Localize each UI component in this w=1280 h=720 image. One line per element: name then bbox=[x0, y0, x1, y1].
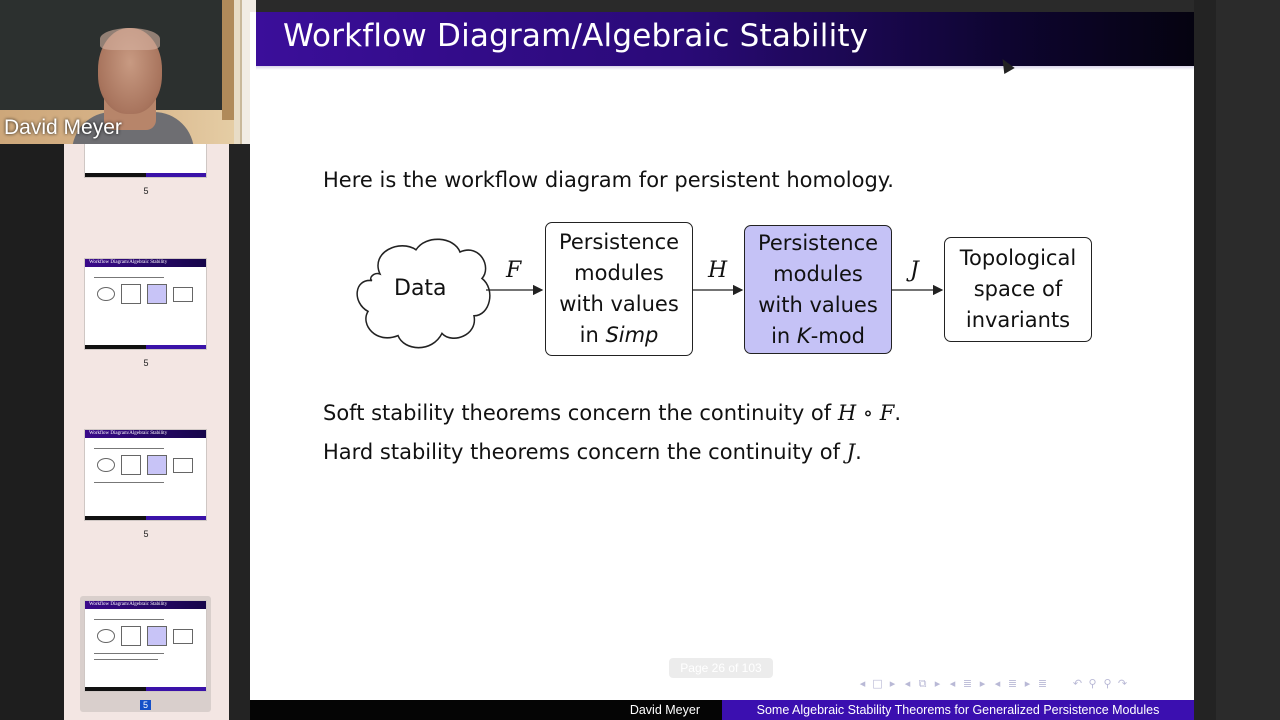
slide-thumbnail[interactable] bbox=[84, 429, 208, 539]
thumbnail-number: 5 bbox=[143, 529, 149, 539]
participant-name: David Meyer bbox=[4, 116, 122, 139]
thumbnail-title: Workflow Diagram/Algebraic Stability bbox=[85, 430, 206, 438]
nav-subsection-forward-icon[interactable]: ▸ bbox=[934, 677, 941, 690]
nav-redo-icon[interactable]: ↷ bbox=[1117, 677, 1128, 690]
thumbnail-number: 5 bbox=[143, 186, 149, 196]
nav-section-forward-icon[interactable]: ▸ bbox=[979, 677, 986, 690]
thumbnail-number: 5 bbox=[143, 358, 149, 368]
persistence-simp-box: Persistence modules with values in Simp bbox=[545, 222, 693, 356]
arrow-j-label: J bbox=[910, 258, 919, 283]
footer-author: David Meyer bbox=[629, 703, 700, 717]
slide-intro-text: Here is the workflow diagram for persistent homology. bbox=[323, 168, 894, 192]
arrow-f-label: F bbox=[506, 258, 522, 283]
hard-stability-text: Hard stability theorems concern the continuity of J. bbox=[323, 440, 862, 464]
nav-search-icon[interactable]: ⚲ bbox=[1088, 677, 1097, 690]
nav-part-forward-icon[interactable]: ▸ bbox=[1024, 677, 1031, 690]
workflow-diagram bbox=[350, 220, 1100, 360]
thumbnail-number: 5 bbox=[80, 700, 211, 710]
nav-zoom-icon[interactable]: ⚲ bbox=[1103, 677, 1112, 690]
nav-undo-icon[interactable]: ↶ bbox=[1072, 677, 1083, 690]
slide-thumbnail[interactable] bbox=[84, 258, 208, 368]
nav-section-icon[interactable]: ≣ bbox=[962, 677, 973, 690]
nav-toc-icon[interactable]: ≣ bbox=[1037, 677, 1048, 690]
nav-part-icon[interactable]: ≣ bbox=[1007, 677, 1018, 690]
slide-canvas bbox=[250, 12, 1194, 720]
slide-thumbnail-active[interactable] bbox=[80, 596, 211, 712]
slide-title: Workflow Diagram/Algebraic Stability bbox=[283, 18, 869, 54]
nav-frame-icon[interactable]: □ bbox=[872, 677, 883, 690]
thumbnail-title: Workflow Diagram/Algebraic Stability bbox=[85, 259, 206, 267]
nav-section-back-icon[interactable]: ◂ bbox=[949, 677, 956, 690]
nav-subsection-back-icon[interactable]: ◂ bbox=[904, 677, 911, 690]
arrow-h-label: H bbox=[708, 258, 728, 283]
nav-part-back-icon[interactable]: ◂ bbox=[994, 677, 1001, 690]
topological-space-box: Topological space of invariants bbox=[944, 237, 1092, 342]
right-margin bbox=[1216, 0, 1280, 720]
nav-subsection-icon[interactable]: ⧉ bbox=[918, 677, 927, 690]
nav-frame-forward-icon[interactable]: ▸ bbox=[889, 677, 896, 690]
webcam-video bbox=[0, 0, 256, 144]
thumbnail-title: Workflow Diagram/Algebraic Stability bbox=[85, 601, 206, 609]
persistence-kmod-box: Persistence modules with values in K-mod bbox=[744, 225, 892, 354]
page-indicator: Page 26 of 103 bbox=[669, 658, 773, 678]
beamer-navigation[interactable] bbox=[856, 677, 1129, 693]
soft-stability-text: Soft stability theorems concern the continuity of H ∘ F. bbox=[323, 401, 902, 425]
nav-frame-back-icon[interactable]: ◂ bbox=[859, 677, 866, 690]
cloud-data-label: Data bbox=[394, 276, 447, 301]
footer-talk-title: Some Algebraic Stability Theorems for Generalized Persistence Modules bbox=[756, 703, 1160, 717]
